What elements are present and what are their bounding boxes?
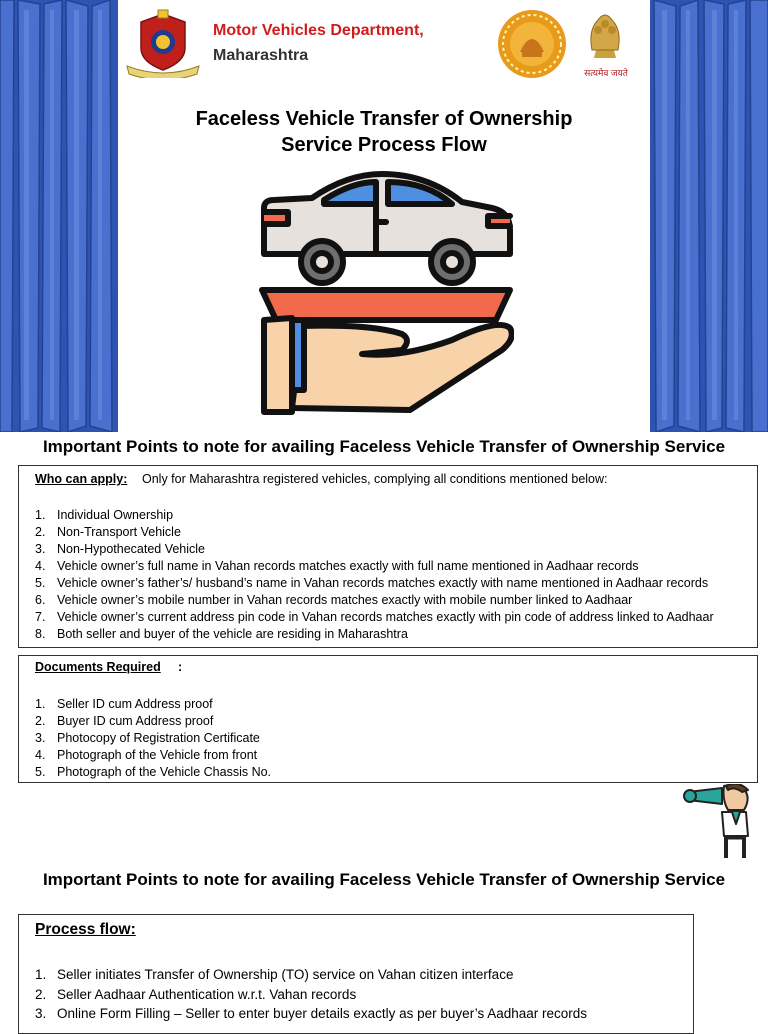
list-item: 2. Non-Transport Vehicle [35, 525, 181, 539]
spyglass-person-icon [682, 784, 754, 867]
process-flow-label: Process flow: [35, 921, 136, 938]
list-item: 4. Vehicle owner’s full name in Vahan records matches exactly with full name mentioned in Aadhaar records [35, 559, 639, 573]
list-item: 3. Photocopy of Registration Certificate [35, 731, 260, 745]
list-item: 8. Both seller and buyer of the vehicle are residing in Maharashtra [35, 627, 408, 641]
documents-label: Documents Required [35, 660, 161, 674]
list-item: 7. Vehicle owner’s current address pin code in Vahan records matches exactly with pin code of address linked to Aadhaar [35, 610, 714, 624]
list-item: 4. Photograph of the Vehicle from front [35, 748, 258, 762]
documents-label-colon: : [178, 660, 183, 674]
documents-list [35, 696, 271, 781]
department-name-line1: Motor Vehicles Department, [213, 22, 424, 39]
left-curtain-decoration [0, 0, 118, 432]
section-heading-important-points-2: Important Points to note for availing Faceless Vehicle Transfer of Ownership Service [42, 870, 726, 889]
list-item: 6. Vehicle owner’s mobile number in Vahan records matches exactly with mobile number linked to Aadhaar [35, 593, 633, 607]
process-flow-list [35, 965, 587, 1024]
emblem-motto: सत्यमेव जयते [584, 68, 628, 78]
list-item: 3. Non-Hypothecated Vehicle [35, 542, 206, 556]
section-heading-important-points: Important Points to note for availing Faceless Vehicle Transfer of Ownership Service [42, 437, 726, 456]
list-item: 3. Online Form Filling – Seller to enter buyer details exactly as per buyer’s Aadhaar records [35, 1006, 588, 1021]
eligibility-intro: Only for Maharashtra registered vehicles, complying all conditions mentioned below: [142, 472, 608, 486]
car-on-hand-icon [252, 168, 514, 427]
process-flow-box [18, 914, 694, 1034]
list-item: 2. Seller Aadhaar Authentication w.r.t. Vahan records [35, 986, 357, 1002]
mvd-logo-icon [125, 8, 201, 83]
page-title-line1: Faceless Vehicle Transfer of Ownership [195, 108, 573, 130]
page-title-line2: Service Process Flow [281, 134, 487, 156]
list-item: 1. Individual Ownership [35, 508, 174, 522]
documents-box [18, 655, 758, 783]
list-item: 5. Vehicle owner’s father’s/ husband’s name in Vahan records matches exactly with name mentioned in Aadhaar records [35, 576, 709, 590]
right-curtain-decoration [650, 0, 768, 432]
list-item: 1. Seller ID cum Address proof [35, 697, 213, 711]
list-item: 2. Buyer ID cum Address proof [35, 714, 214, 728]
eligibility-label: Who can apply: [35, 472, 128, 486]
maharashtra-seal-icon [496, 8, 568, 85]
eligibility-box [18, 465, 758, 648]
list-item: 1. Seller initiates Transfer of Ownership (TO) service on Vahan citizen interface [35, 967, 514, 982]
national-emblem-icon [576, 6, 634, 71]
department-name-line2: Maharashtra [213, 47, 309, 64]
list-item: 5. Photograph of the Vehicle Chassis No. [35, 765, 272, 779]
eligibility-list [35, 507, 714, 643]
